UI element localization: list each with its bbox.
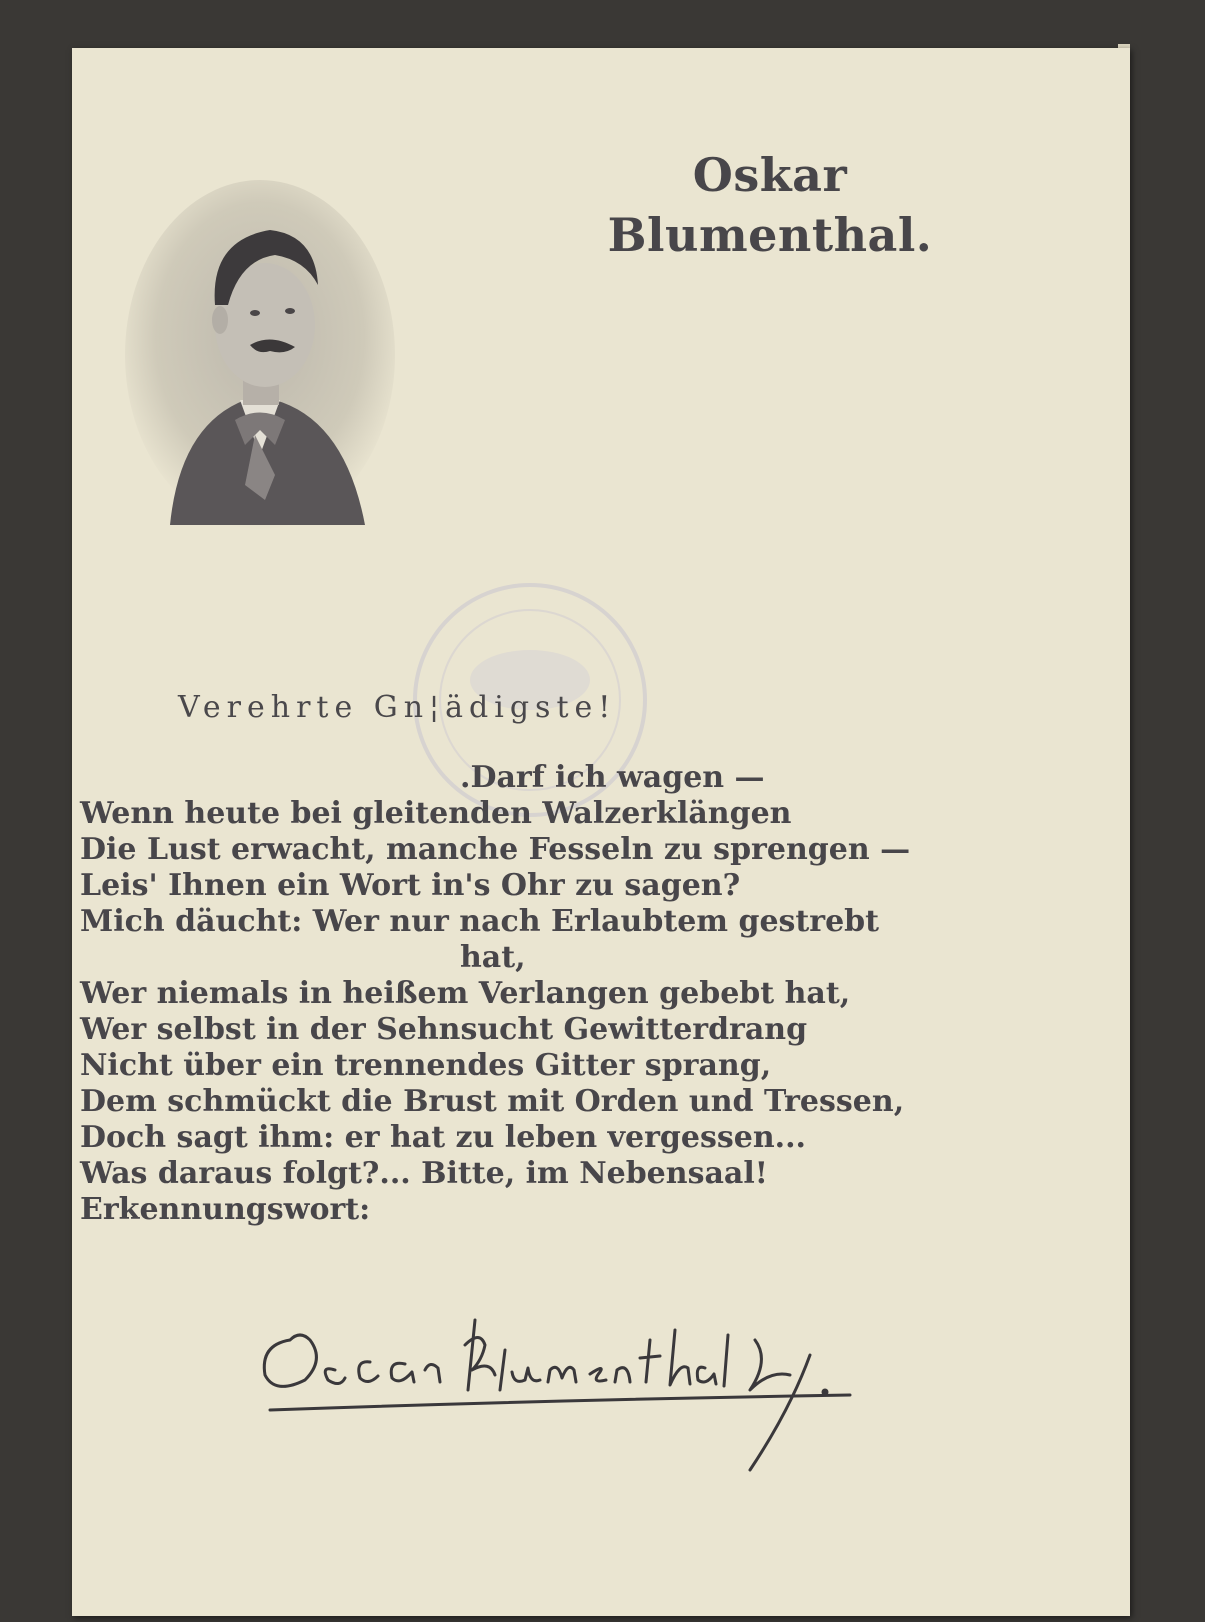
poem-line: Doch sagt ihm: er hat zu leben vergessen... bbox=[80, 1120, 807, 1155]
poem-line: .Darf ich wagen — bbox=[460, 760, 765, 795]
poem-line: Erkennungswort: bbox=[80, 1192, 371, 1227]
poem bbox=[80, 760, 940, 1228]
poem-line: hat, bbox=[460, 940, 526, 975]
poem-line: Mich däucht: Wer nur nach Erlaubtem gestrebt bbox=[80, 904, 879, 939]
poem-line: Nicht über ein trennendes Gitter sprang, bbox=[80, 1048, 772, 1083]
poem-line: Leis' Ihnen ein Wort in's Ohr zu sagen? bbox=[80, 868, 741, 903]
poem-line: Wer selbst in der Sehnsucht Gewitterdrang bbox=[80, 1012, 808, 1047]
author-last-name: Blumenthal. bbox=[607, 208, 933, 262]
author-portrait bbox=[110, 155, 410, 535]
poem-line: Wer niemals in heißem Verlangen gebebt hat, bbox=[80, 976, 851, 1011]
handwritten-signature bbox=[250, 1300, 870, 1480]
poem-line: Was daraus folgt?... Bitte, im Nebensaal! bbox=[80, 1156, 768, 1191]
poem-line: Die Lust erwacht, manche Fesseln zu sprengen — bbox=[80, 832, 911, 867]
salutation: Verehrte Gn¦ädigste! bbox=[178, 690, 617, 725]
poem-line: Dem schmückt die Brust mit Orden und Tressen, bbox=[80, 1084, 905, 1119]
author-first-name: Oskar bbox=[692, 148, 848, 202]
poem-line: Wenn heute bei gleitenden Walzerklängen bbox=[80, 796, 792, 831]
author-title bbox=[560, 145, 980, 265]
